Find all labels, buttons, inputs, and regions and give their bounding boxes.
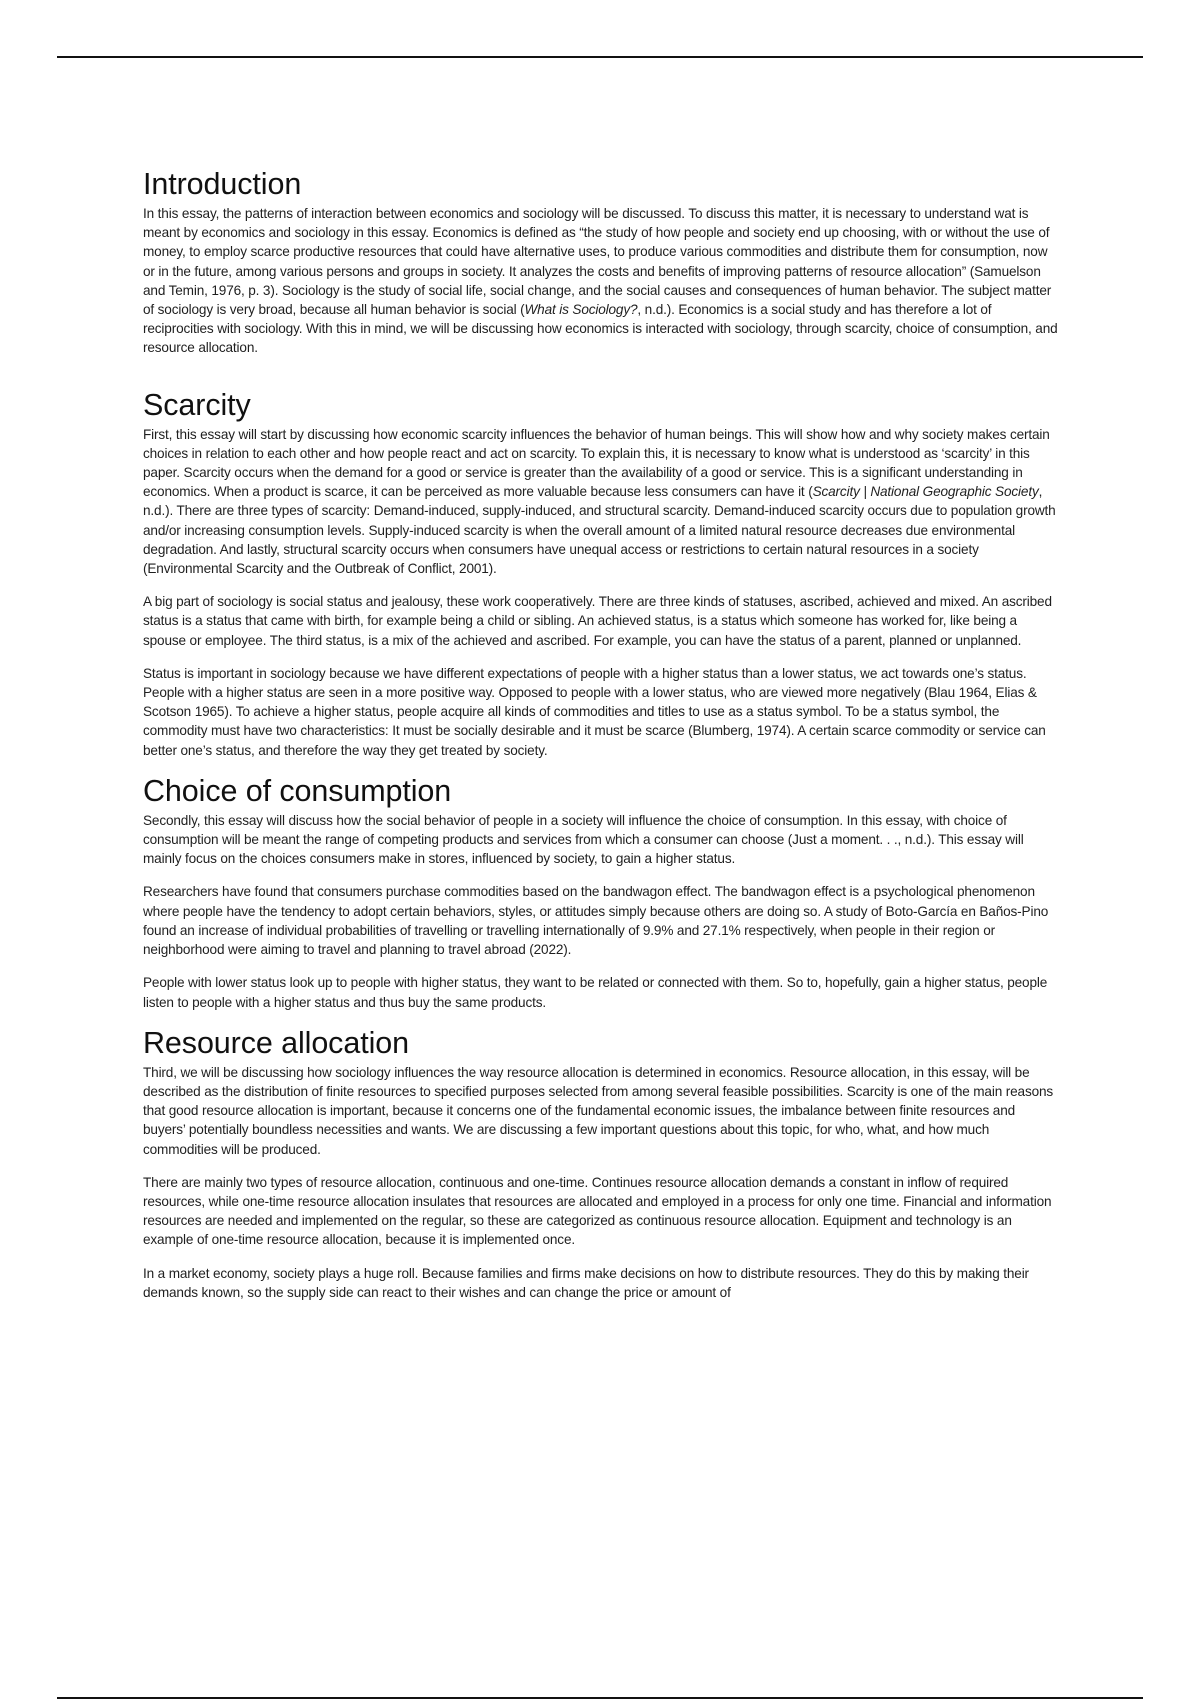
text-run: , n.d.). There are three types of scarcity: Demand-induced, supply-induced, and structural scarcity. Demand-induced scarcity occurs due to population growth and/or increasing consumption levels. Supply-induced scarcity is when the overall amount of a limited natural resource decreases due environmental degradation. And lastly, structural scarcity occurs when consumers have unequal access or restrictions to certain natural resources in a society (Environmental Scarcity and the Outbreak of Conflict, 2001). bbox=[143, 484, 1056, 577]
paragraph bbox=[143, 1173, 1058, 1250]
document-body bbox=[143, 167, 1058, 1316]
paragraph bbox=[143, 1264, 1058, 1302]
section-introduction bbox=[143, 167, 1058, 358]
text-run: Status is important in sociology because we have different expectations of people with a higher status than a lower status, we act towards one’s status. People with a higher status are seen in a more positive way. Opposed to people with a lower status, who are viewed more negatively (Blau 1964, Elias & Scotson 1965). To achieve a higher status, people acquire all kinds of commodities and titles to use as a status symbol. To be a status symbol, the commodity must have two characteristics: It must be socially desirable and it must be scarce (Blumberg, 1974). A certain scarce commodity or service can better one’s status, and therefore the way they get treated by society. bbox=[143, 665, 1046, 758]
section-choice-of-consumption bbox=[143, 774, 1058, 1012]
text-run: First, this essay will start by discussing how economic scarcity influences the behavior of human beings. This will show how and why society makes certain choices in relation to each other and how people react and act on scarcity. To explain this, it is necessary to know what is understood as ‘scarcity’ in this paper. Scarcity occurs when the demand for a good or service is greater than the availability of a good or service. This is a significant understanding in economics. When a product is scarce, it can be perceived as more valuable because less consumers can have it ( bbox=[143, 426, 1050, 500]
page-bottom-rule bbox=[57, 1697, 1143, 1699]
text-run: A big part of sociology is social status and jealousy, these work cooperatively. There are three kinds of statuses, ascribed, achieved and mixed. An ascribed status is a status that came with birth, for example being a child or sibling. An achieved status, is a status which someone has worked for, like being a spouse or employee. The third status, is a mix of the achieved and ascribed. For example, you can have the status of a parent, planned or unplanned. bbox=[143, 594, 1052, 648]
text-run: There are mainly two types of resource allocation, continuous and one-time. Continues resource allocation demands a constant in inflow of required resources, while one-time resource allocation insulates that resources are allocated and employed in a process for only one time. Financial and information resources are needed and implemented on the regular, so these are categorized as continuous resource allocation. Equipment and technology is an example of one-time resource allocation, because it is implemented once. bbox=[143, 1174, 1052, 1248]
heading-scarcity: Scarcity bbox=[143, 387, 251, 422]
section-resource-allocation bbox=[143, 1026, 1058, 1302]
paragraph bbox=[143, 664, 1058, 760]
citation-title: What is Sociology? bbox=[524, 302, 638, 318]
paragraph bbox=[143, 882, 1058, 959]
paragraph bbox=[143, 204, 1058, 358]
heading-introduction: Introduction bbox=[143, 167, 302, 201]
heading-choice-of-consumption: Choice of consumption bbox=[143, 773, 452, 808]
paragraph bbox=[143, 811, 1058, 869]
text-run: Researchers have found that consumers purchase commodities based on the bandwagon effect. The bandwagon effect is a psychological phenomenon where people have the tendency to adopt certain behaviors, styles, or attitudes simply because others are doing so. A study of Boto-García en Baños-Pino found an increase of individual probabilities of travelling or travelling internationally of 9.9% and 27.1% respectively, when people in their region or neighborhood were aiming to travel and planning to travel abroad (2022). bbox=[143, 884, 1049, 958]
text-run: Third, we will be discussing how sociology influences the way resource allocation is determined in economics. Resource allocation, in this essay, will be described as the distribution of finite resources to specified purposes selected from among several feasible possibilities. Scarcity is one of the main reasons that good resource allocation is important, because it concerns one of the fundamental economic issues, the imbalance between finite resources and buyers’ potentially boundless necessities and wants. We are discussing a few important questions about this topic, for who, what, and how much commodities will be produced. bbox=[143, 1064, 1054, 1157]
paragraph bbox=[143, 973, 1058, 1011]
text-run: , n.d.). Economics is a social study and has therefore a lot of reciprocities with sociology. With this in mind, we will be discussing how economics is interacted with sociology, through scarcity, choice of consumption, and resource allocation. bbox=[143, 302, 1058, 356]
paragraph bbox=[143, 1063, 1058, 1159]
heading-resource-allocation: Resource allocation bbox=[143, 1025, 409, 1060]
paragraph bbox=[143, 592, 1058, 650]
text-run: In a market economy, society plays a huge roll. Because families and firms make decisions on how to distribute resources. They do this by making their demands known, so the supply side can react to their wishes and can change the price or amount of bbox=[143, 1265, 1029, 1300]
citation-title: Scarcity | National Geographic Society bbox=[812, 484, 1039, 500]
paragraph bbox=[143, 425, 1058, 579]
text-run: In this essay, the patterns of interaction between economics and sociology will be discussed. To discuss this matter, it is necessary to understand wat is meant by economics and sociology in this essay. Economics is defined as “the study of how people and society end up choosing, with or without the use of money, to employ scarce productive resources that could have alternative uses, to produce various commodities and distribute them for consumption, now or in the future, among various persons and groups in society. It analyzes the costs and benefits of improving patterns of resource allocation” (Samuelson and Temin, 1976, p. 3). Sociology is the study of social life, social change, and the social causes and consequences of human behavior. The subject matter of sociology is very broad, because all human behavior is social ( bbox=[143, 206, 1052, 318]
text-run: Secondly, this essay will discuss how the social behavior of people in a society will influence the choice of consumption. In this essay, with choice of consumption will be meant the range of competing products and services from which a consumer can choose (Just a moment. . ., n.d.). This essay will mainly focus on the choices consumers make in stores, influenced by society, to gain a higher status. bbox=[143, 812, 1024, 867]
text-run: People with lower status look up to people with higher status, they want to be related or connected with them. So to, hopefully, gain a higher status, people listen to people with a higher status and thus buy the same products. bbox=[143, 975, 1048, 1010]
section-scarcity bbox=[143, 388, 1058, 760]
page-top-rule bbox=[57, 56, 1143, 58]
